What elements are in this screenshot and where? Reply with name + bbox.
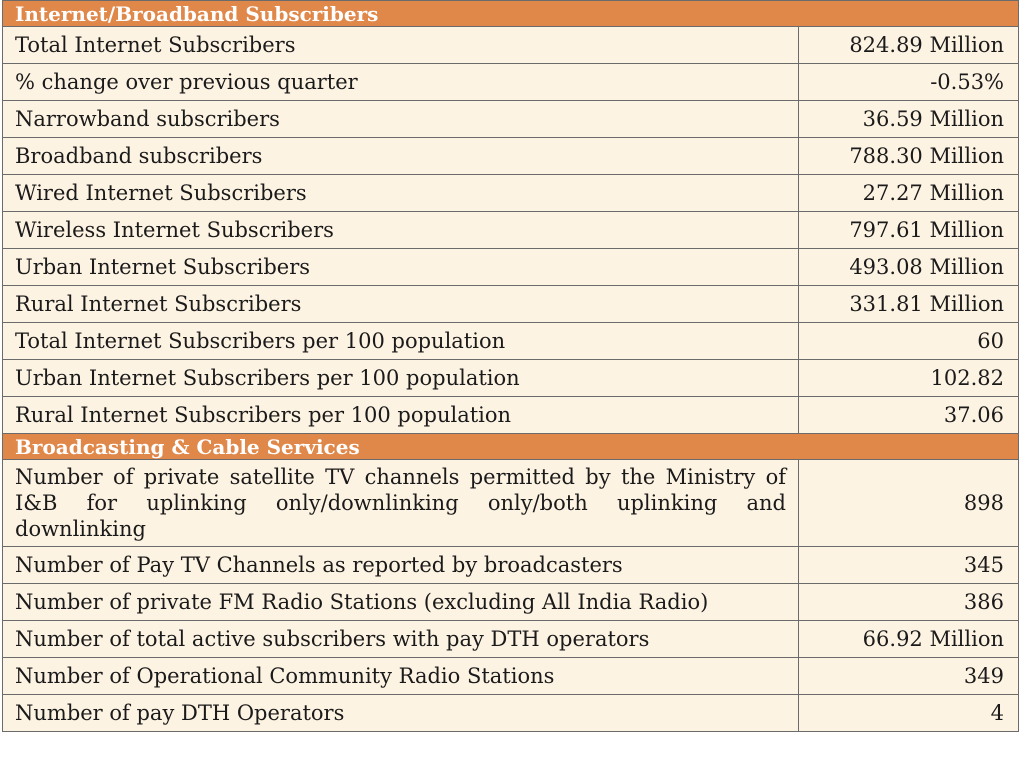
- section-title: Internet/Broadband Subscribers: [3, 1, 1019, 27]
- row-label: Wireless Internet Subscribers: [3, 212, 799, 249]
- row-value: 797.61 Million: [799, 212, 1019, 249]
- row-label: Narrowband subscribers: [3, 101, 799, 138]
- section-title: Broadcasting & Cable Services: [3, 434, 1019, 460]
- row-label: Wired Internet Subscribers: [3, 175, 799, 212]
- row-label: Rural Internet Subscribers: [3, 286, 799, 323]
- row-value: 788.30 Million: [799, 138, 1019, 175]
- table-row: [3, 286, 1019, 323]
- table-row: [3, 64, 1019, 101]
- row-value: -0.53%: [799, 64, 1019, 101]
- section-header-internet: [3, 1, 1019, 27]
- row-label: % change over previous quarter: [3, 64, 799, 101]
- row-value: 60: [799, 323, 1019, 360]
- table-row: [3, 212, 1019, 249]
- row-value: 331.81 Million: [799, 286, 1019, 323]
- row-value: 386: [799, 584, 1019, 621]
- row-label: Number of Pay TV Channels as reported by broadcasters: [3, 547, 799, 584]
- row-label: Urban Internet Subscribers: [3, 249, 799, 286]
- table-row: [3, 584, 1019, 621]
- table-row: [3, 460, 1019, 547]
- row-label: Total Internet Subscribers per 100 population: [3, 323, 799, 360]
- subscriber-statistics-table: [2, 0, 1019, 732]
- row-label: Number of private FM Radio Stations (excluding All India Radio): [3, 584, 799, 621]
- row-label: Number of total active subscribers with pay DTH operators: [3, 621, 799, 658]
- row-value: 898: [799, 460, 1019, 547]
- row-value: 102.82: [799, 360, 1019, 397]
- table-row: [3, 397, 1019, 434]
- table-row: [3, 323, 1019, 360]
- row-value: 349: [799, 658, 1019, 695]
- section-header-broadcasting: [3, 434, 1019, 460]
- table-row: [3, 175, 1019, 212]
- row-label: Number of Operational Community Radio Stations: [3, 658, 799, 695]
- row-value: 824.89 Million: [799, 27, 1019, 64]
- row-value: 36.59 Million: [799, 101, 1019, 138]
- table-row: [3, 695, 1019, 732]
- row-label: Total Internet Subscribers: [3, 27, 799, 64]
- table-row: [3, 621, 1019, 658]
- table-row: [3, 249, 1019, 286]
- row-value: 345: [799, 547, 1019, 584]
- row-label: Broadband subscribers: [3, 138, 799, 175]
- row-value: 27.27 Million: [799, 175, 1019, 212]
- row-label: Number of private satellite TV channels permitted by the Ministry of I&B for uplinking only/downlinking only/both uplinking and downlinking: [3, 460, 799, 547]
- row-value: 4: [799, 695, 1019, 732]
- row-value: 493.08 Million: [799, 249, 1019, 286]
- table-row: [3, 547, 1019, 584]
- row-value: 37.06: [799, 397, 1019, 434]
- row-label: Rural Internet Subscribers per 100 population: [3, 397, 799, 434]
- row-label: Urban Internet Subscribers per 100 population: [3, 360, 799, 397]
- table-row: [3, 138, 1019, 175]
- row-label: Number of pay DTH Operators: [3, 695, 799, 732]
- table-row: [3, 27, 1019, 64]
- table-row: [3, 360, 1019, 397]
- table-row: [3, 658, 1019, 695]
- row-value: 66.92 Million: [799, 621, 1019, 658]
- table-row: [3, 101, 1019, 138]
